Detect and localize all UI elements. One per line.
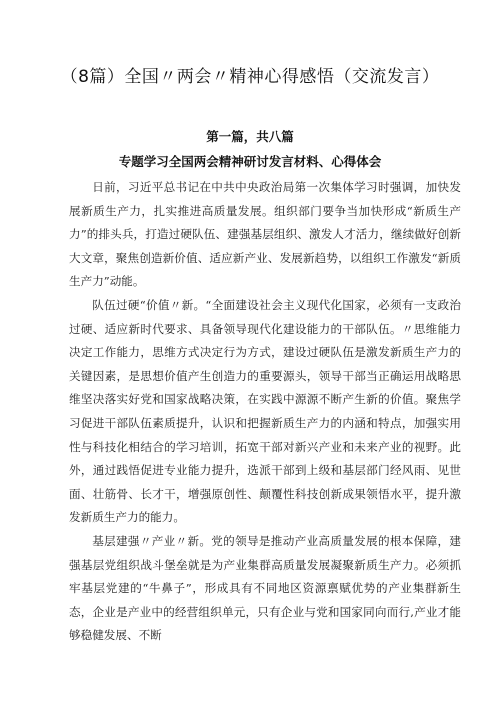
- paragraph-2: 队伍过硬“价值〃新。“全面建设社会主义现代化国家，必须有一支政治过硬、适应新时代要求、具备领导现代化建设能力的干部队伍。〃思维能力决定工作能力，思维方式决定行为方式，建设过硬队伍是激发新质生产力的关键因素，是思想价值产生创造力的重要源头，领导干部当正确运用战略思维坚决落实好党和国家战略决策，在实践中源源不断产生新的价值。聚焦学习促进干部队伍素质提升，认识和把握新质生产力的内涵和特点，加强实用性与科技化相结合的学习培训，拓宽干部对新兴产业和未来产业的视野。此外，通过践悟促进专业能力提升，选派干部到上级和基层部门经风雨、见世面、壮筋骨、长才干，增强原创性、颠覆性科技创新成果领悟水平，提升激发新质生产力的能力。: [69, 297, 461, 525]
- section-subheading: 专题学习全国两会精神研讨发言材料、心得体会: [118, 154, 382, 169]
- paragraph-3: 基层建强〃产业〃新。党的领导是推动产业高质量发展的根本保障，建强基层党组织战斗堡垒就是为产业集群高质量发展凝聚新质生产力。必须抓牢基层党建的“牛鼻子”，形成具有不同地区资源禀赋优势的产业集群新生态，企业是产业中的经营组织单元，只有企业与党和国家同向而行,产业才能够稳健发展、不断: [69, 533, 461, 643]
- paragraph-1: 日前，习近平总书记在中共中央政治局第一次集体学习时强调，加快发展新质生产力，扎实推进高质量发展。组织部门要争当加快形成“新质生产力”的排头兵，打造过硬队伍、建强基层组织、激发人才活力，继续做好创新大文章，聚焦创造新价值、适应新产业、发展新趋势，以组织工作激发“新质生产力”动能。: [69, 180, 461, 289]
- document-title: （8篇）全国〃两会〃精神心得感悟（交流发言）: [60, 67, 440, 87]
- section-heading: 第一篇，共八篇: [206, 129, 294, 144]
- document-body: [69, 176, 461, 648]
